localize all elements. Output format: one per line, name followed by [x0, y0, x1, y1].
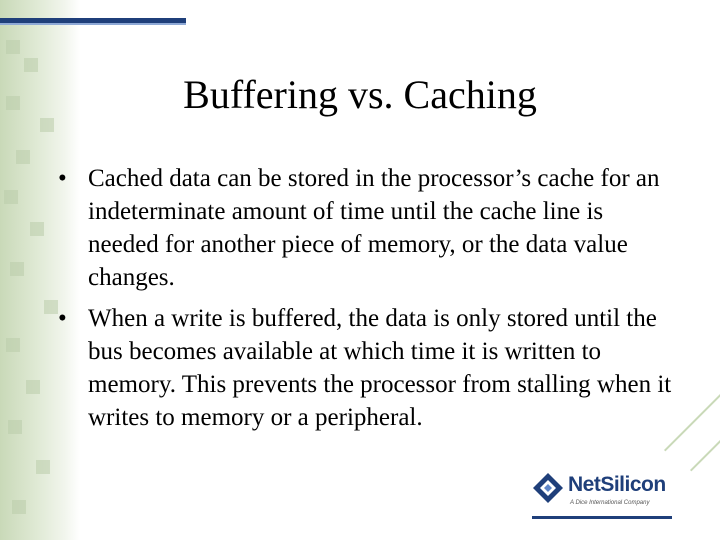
bullet-item: [58, 302, 678, 434]
slide-title: Buffering vs. Caching: [183, 72, 537, 117]
bullet-text: When a write is buffered, the data is only stored until the bus becomes available at which time it is written to memory. This prevents the processor from stalling when it writes to memory or a peripheral.: [88, 305, 672, 431]
logo-tagline: A Dice International Company: [570, 500, 650, 506]
bullet-list: [58, 162, 678, 434]
bullet-symbol: •: [58, 305, 67, 332]
netsilicon-logo: [532, 470, 672, 522]
bullet-item: [58, 162, 678, 294]
logo-wordmark: NetSilicon: [568, 473, 666, 496]
top-rule-accent: [0, 23, 186, 25]
netsilicon-logo-icon: [532, 472, 564, 504]
logo-underline: [532, 516, 672, 519]
bullet-text: Cached data can be stored in the processor’s cache for an indeterminate amount of time until the cache line is needed for another piece of memory, or the data value changes.: [88, 165, 660, 291]
bullet-symbol: •: [58, 165, 67, 192]
